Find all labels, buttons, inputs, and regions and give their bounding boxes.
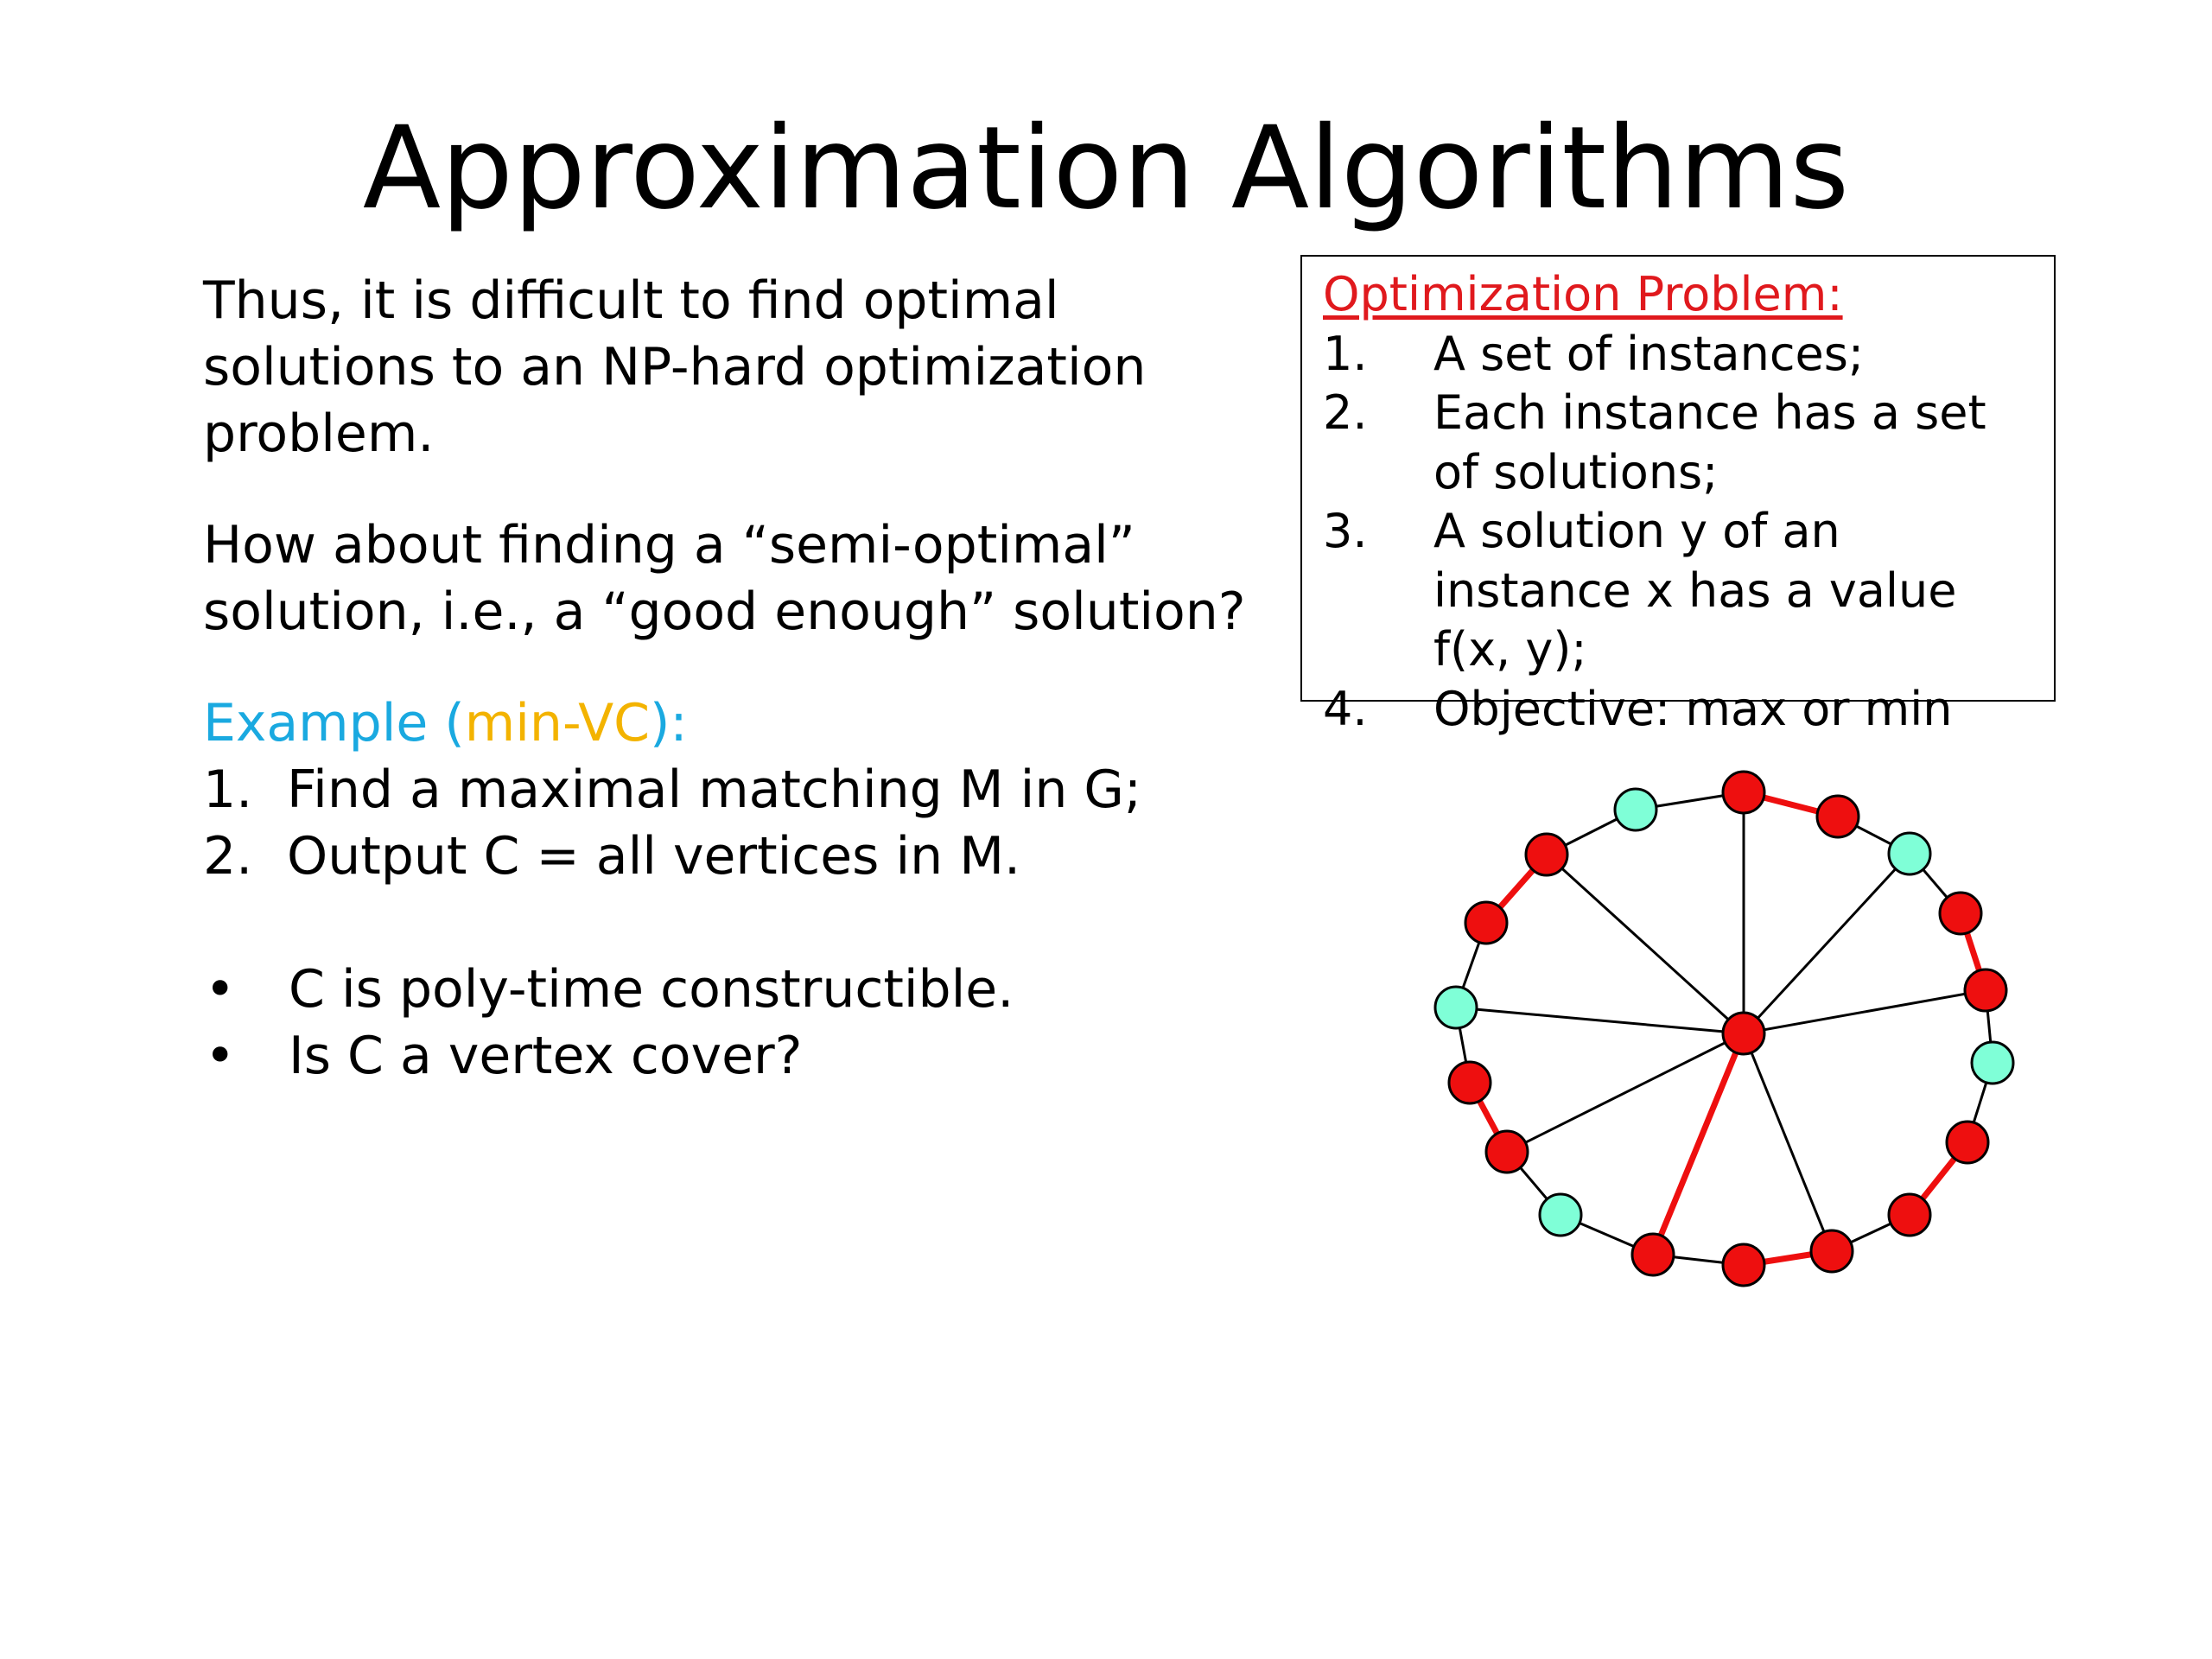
box-item-number: 4. <box>1323 681 1368 736</box>
example-word: Example <box>203 693 445 753</box>
spoke-edge <box>1744 854 1910 1033</box>
spoke-edge <box>1547 855 1744 1033</box>
step-number: 2. <box>203 826 253 887</box>
bullet-icon: • <box>205 959 236 1020</box>
box-item-number: 2. <box>1323 385 1368 440</box>
intro-paragraph: Thus, it is difficult to find optimal solutions to an NP-hard optimization problem. <box>203 270 1147 464</box>
step-number: 1. <box>203 760 253 820</box>
matched-vertex <box>1811 1230 1853 1272</box>
question-paragraph: How about finding a “semi-optimal” solution, i.e., a “good enough” solution? <box>203 515 1246 642</box>
algorithm-steps <box>203 757 1283 890</box>
bullet-icon: • <box>205 1026 236 1086</box>
unmatched-vertex <box>1435 987 1477 1028</box>
example-heading <box>203 690 1283 757</box>
bullet-text: C is poly-time constructible. <box>289 959 1014 1020</box>
unmatched-vertex <box>1540 1194 1581 1236</box>
unmatched-vertex <box>1889 833 1930 874</box>
box-item-text: A set of instances; <box>1433 326 1865 381</box>
example-open-paren: ( <box>444 693 465 753</box>
bullet-item <box>203 1023 1283 1090</box>
box-item <box>1323 384 2038 502</box>
spoke-edge <box>1744 990 1986 1033</box>
box-item-number: 1. <box>1323 326 1368 381</box>
step-item <box>203 823 1283 890</box>
unmatched-vertex <box>1972 1042 2013 1084</box>
bullet-list <box>203 957 1283 1090</box>
box-list <box>1323 325 2038 740</box>
matched-vertex <box>1449 1062 1491 1103</box>
bullet-item <box>203 957 1283 1023</box>
spoke-edge <box>1456 1007 1744 1033</box>
box-item-text: A solution y of an instance x has a value f(x, y); <box>1433 504 1957 677</box>
vertex-cover-graph <box>1417 752 2039 1305</box>
matched-vertex <box>1723 1244 1764 1286</box>
matched-vertex <box>1465 902 1507 944</box>
matching-edge <box>1653 1033 1744 1255</box>
step-item <box>203 757 1283 823</box>
matched-vertex <box>1723 772 1764 813</box>
step-text: Find a maximal matching M in G; <box>287 760 1142 820</box>
step-text: Output C = all vertices in M. <box>287 826 1021 887</box>
matched-vertex <box>1526 834 1567 875</box>
optimization-problem-box <box>1300 255 2056 736</box>
spoke-edge <box>1744 1033 1832 1251</box>
left-column <box>203 268 1283 1090</box>
spoke-edge <box>1507 1033 1744 1152</box>
matched-vertex <box>1940 893 1981 934</box>
box-heading: Optimization Problem: <box>1323 267 1843 321</box>
hub-vertex <box>1723 1013 1764 1054</box>
example-label: min-VC <box>464 693 651 753</box>
matched-vertex <box>1486 1131 1528 1173</box>
matched-vertex <box>1817 796 1859 837</box>
slide-title: Approximation Algorithms <box>362 102 1850 235</box>
box-item <box>1323 502 2038 680</box>
box-item <box>1323 325 2038 385</box>
example-close: ): <box>650 693 688 753</box>
matched-vertex <box>1632 1234 1674 1275</box>
bullet-text: Is C a vertex cover? <box>289 1026 803 1086</box>
box-item-text: Objective: max or min <box>1433 681 1953 736</box>
box-item-number: 3. <box>1323 504 1368 558</box>
box-item <box>1323 680 2038 740</box>
unmatched-vertex <box>1615 789 1656 830</box>
matched-vertex <box>1965 969 2006 1011</box>
box-item-text: Each instance has a set of solutions; <box>1433 385 1986 499</box>
matched-vertex <box>1947 1122 1988 1163</box>
matched-vertex <box>1889 1194 1930 1236</box>
